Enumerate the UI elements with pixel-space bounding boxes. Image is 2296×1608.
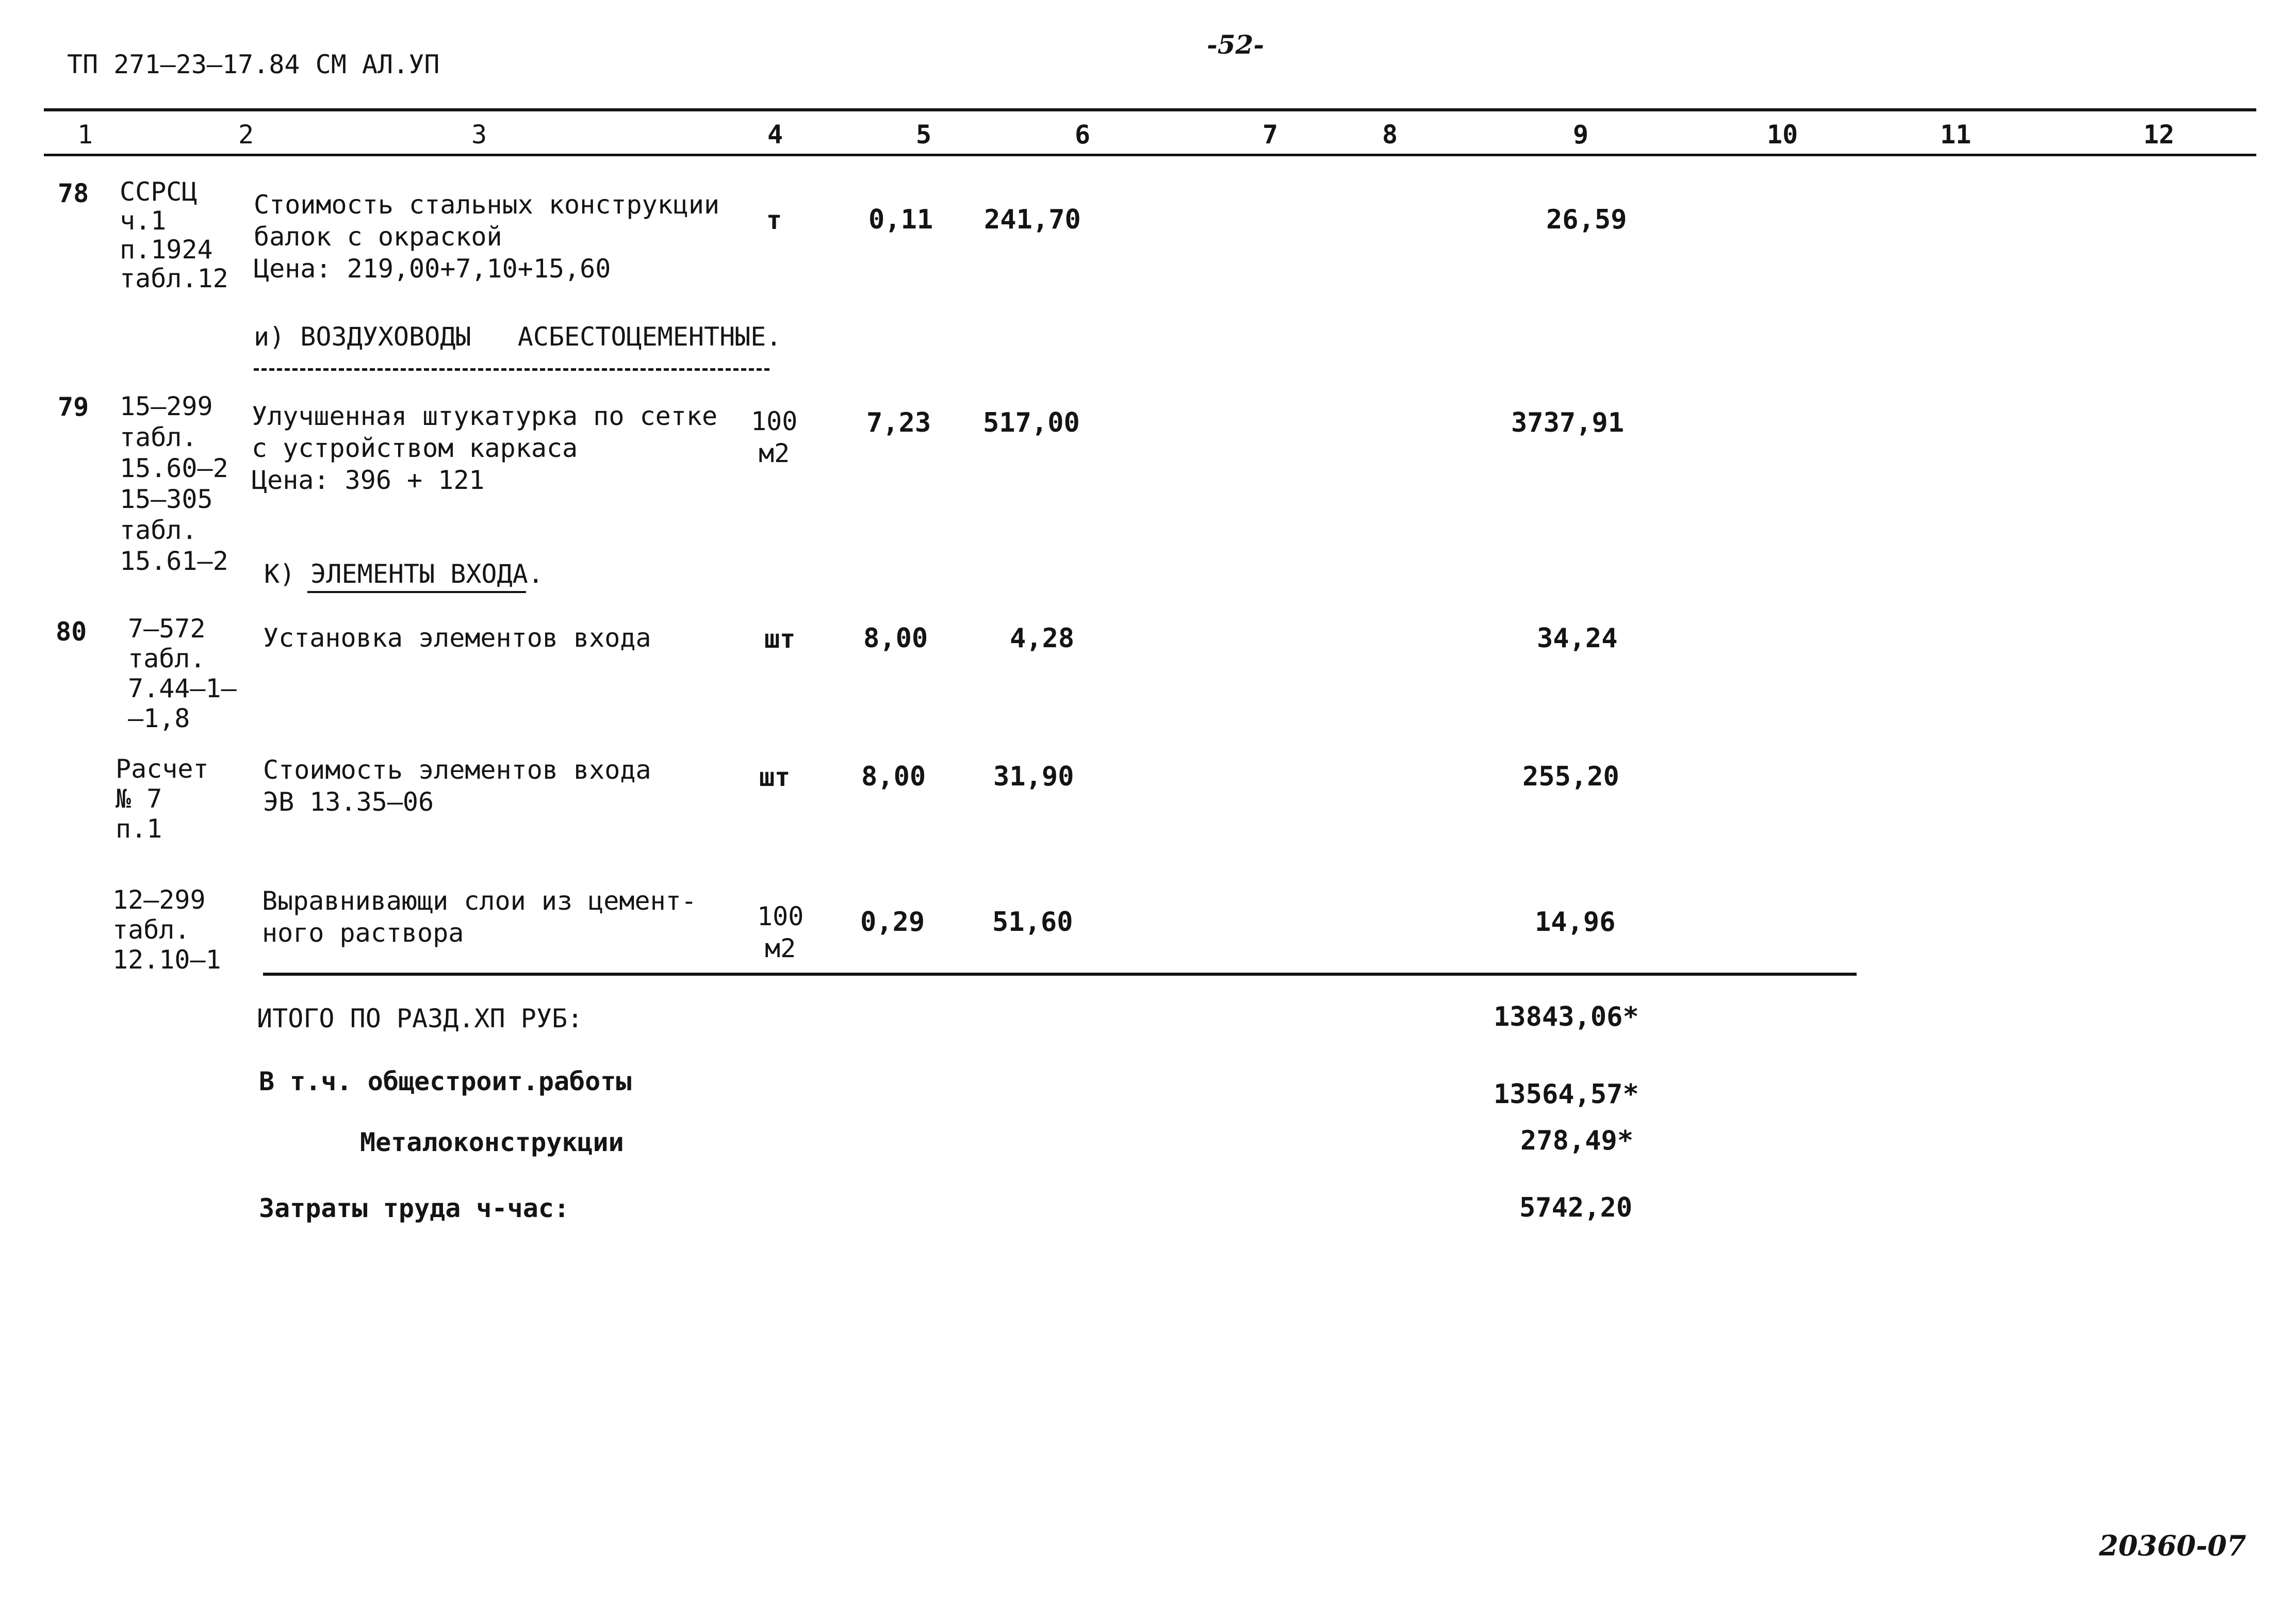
row-number: 79 xyxy=(58,392,89,422)
table-top-rule xyxy=(44,108,2256,111)
row-quantity: 8,00 xyxy=(863,623,928,654)
column-number: 12 xyxy=(2143,120,2175,150)
row-unit-price: 517,00 xyxy=(983,407,1080,438)
section-dashed-underline xyxy=(254,368,769,371)
column-number: 10 xyxy=(1767,120,1798,150)
row-total: 14,96 xyxy=(1535,907,1616,938)
row-description: Стоимость стальных конструкции балок с окраской Цена: 219,00+7,10+15,60 xyxy=(254,190,720,284)
total-value: 13564,57* xyxy=(1494,1079,1639,1110)
row-unit-price: 241,70 xyxy=(984,204,1081,235)
totals-rule xyxy=(263,973,1857,976)
column-number: 9 xyxy=(1573,120,1589,150)
total-value: 278,49* xyxy=(1520,1125,1634,1156)
column-number: 5 xyxy=(916,120,932,150)
total-label: Затраты труда ч-час: xyxy=(259,1193,570,1223)
row-quantity: 7,23 xyxy=(866,407,931,438)
row-quantity: 0,29 xyxy=(860,907,925,938)
footer-mark: 20360-07 xyxy=(2099,1529,2246,1562)
column-number: 8 xyxy=(1382,120,1398,150)
row-reference: ССРСЦ ч.1 п.1924 табл.12 xyxy=(120,177,228,293)
row-quantity: 8,00 xyxy=(861,761,926,792)
row-unit: шт xyxy=(764,624,796,654)
row-reference: Расчет № 7 п.1 xyxy=(116,754,209,844)
row-unit: 100 м2 xyxy=(757,901,804,963)
row-description: Выравнивающи слои из цемент- ного раствора xyxy=(262,886,697,948)
row-total: 34,24 xyxy=(1537,623,1618,654)
column-number: 2 xyxy=(238,120,254,150)
row-description: Стоимость элементов входа ЭВ 13.35–06 xyxy=(263,755,651,817)
total-label: Металоконструкции xyxy=(360,1127,624,1157)
total-label: В т.ч. общестроит.работы xyxy=(259,1066,632,1096)
section-heading: К) ЭЛЕМЕНТЫ ВХОДА. xyxy=(264,559,544,589)
row-reference: 12–299 табл. 12.10–1 xyxy=(112,885,221,975)
column-number: 3 xyxy=(471,120,487,150)
row-unit-price: 51,60 xyxy=(992,907,1073,938)
row-number: 78 xyxy=(58,178,89,208)
column-number: 1 xyxy=(77,120,93,150)
row-quantity: 0,11 xyxy=(868,204,933,235)
row-total: 26,59 xyxy=(1546,204,1627,235)
total-value: 5742,20 xyxy=(1519,1192,1633,1223)
row-number: 80 xyxy=(56,617,87,647)
row-total: 255,20 xyxy=(1522,761,1619,792)
row-reference: 7–572 табл. 7.44–1– –1,8 xyxy=(128,614,237,733)
column-number: 4 xyxy=(767,120,783,150)
row-unit: шт xyxy=(759,762,791,792)
row-description: Установка элементов входа xyxy=(263,623,651,653)
document-code: ТП 271–23–17.84 СМ АЛ.УП xyxy=(67,50,440,79)
row-unit: 100 м2 xyxy=(751,406,798,468)
row-unit-price: 31,90 xyxy=(993,761,1074,792)
section-underline xyxy=(307,591,526,593)
column-number: 6 xyxy=(1075,120,1091,150)
column-number: 11 xyxy=(1940,120,1972,150)
row-description: Улучшенная штукатурка по сетке с устройством каркаса Цена: 396 + 121 xyxy=(252,401,718,495)
total-label: ИТОГО ПО РАЗД.ХП РУБ: xyxy=(257,1004,583,1033)
page-number: -52- xyxy=(1207,29,1265,60)
total-value: 13843,06* xyxy=(1494,1002,1639,1032)
row-total: 3737,91 xyxy=(1511,407,1625,438)
section-heading: и) ВОЗДУХОВОДЫ АСБЕСТОЦЕМЕНТНЫЕ. xyxy=(254,322,782,352)
table-header-rule xyxy=(44,154,2256,156)
row-unit: т xyxy=(766,205,782,235)
row-unit-price: 4,28 xyxy=(1010,623,1075,654)
column-number: 7 xyxy=(1262,120,1278,150)
row-reference: 15–299 табл. 15.60–2 15–305 табл. 15.61–2 xyxy=(120,391,228,576)
